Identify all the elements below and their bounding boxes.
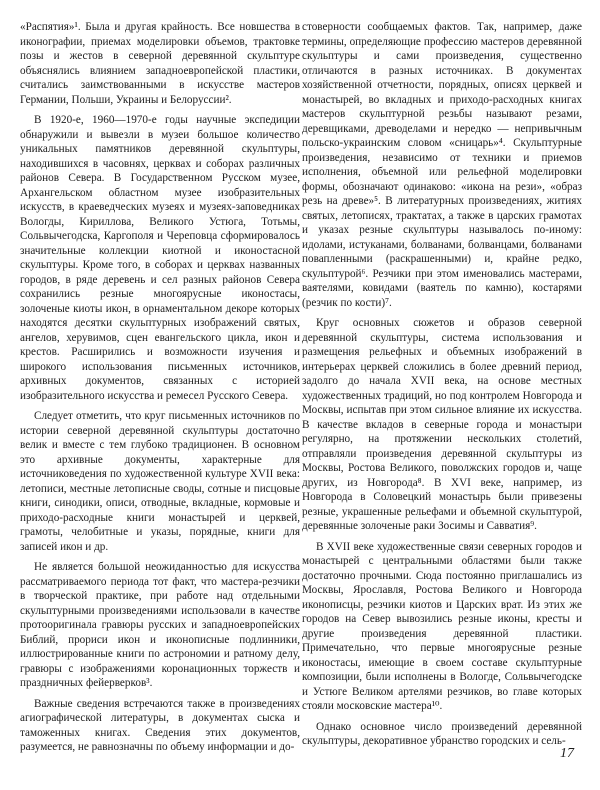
- paragraph-5: Важные сведения встречаются также в произведениях агиографической литературы, в документах сыска и таможенных книгах. Сведения этих документов, разумеется, не равнозначны по объему информации и до-: [20, 697, 300, 753]
- paragraph-7: Круг основных сюжетов и образов северной деревянной скульптуры, система использования и размещения рельефных и объемных изображений в интерьерах церквей сложились в более древний период, задолго до начала XVII века, на основе местных художественных традиций, но под контролем Новгорода и Москвы, испытав при этом сильное влияние их искусства. В качестве вкладов в северные города и монастыри регулярно, на протяжении нескольких столетий, отправляли произведения деревянной скульптуры из Москвы, Ростова Великого, поволжских городов и, чаще других, из Новгорода⁸. В XVI веке, например, из Новгорода в Соловецкий монастырь были привезены резные, украшенные рельефами и объемной скульптурой, деревянные золоченые раки Зосимы и Савватия⁹.: [302, 317, 582, 532]
- paragraph-3: Следует отметить, что круг письменных источников по истории северной деревянной скульптуры достаточно велик и вместе с тем глубоко традиционен. В основном это архивные документы, характерные для источниковедения по художественной культуре XVII века: летописи, местные летописные своды, сотные и писцовые книги, синодики, описи, отводные, вкладные, кормовые и приходо-расходные книги монастырей и церквей, грамоты, челобитные и указы, порядные, книги для записей икон и др.: [20, 410, 300, 553]
- paragraph-2: В 1920-е, 1960—1970-е годы научные экспедиции обнаружили и вывезли в музеи большое количество уникальных памятников деревянной скульптуры, находившихся в часовнях, церквах и соборах различных районов Севера. В Государственном Русском музее, Архангельском областном музее изобразительных искусств, в краеведческих музеях и музеях-заповедниках Вологды, Кириллова, Великого Устюга, Тотьмы, Сольвычегодска, Каргополя и Череповца сформировалось значительные коллекции киотной и иконостасной скульптуры. Кроме того, в соборах и церквах названных городов, в ряде деревень и сел разных районов Севера сохранились резные многоярусные иконостасы, золоченые киоты икон, в орнаментальном декоре которых находятся десятки скульптурных изображений святых, ангелов, херувимов, сцен евангельского цикла, икон и крестов. Расширились и возможности изучения и широкого использования письменных источников, архивных документов, связанных с историей изобразительного искусства и ремесел Русского Севера.: [20, 114, 300, 402]
- paragraph-1: «Распятия»¹. Была и другая крайность. Все новшества в иконографии, приемах моделировки объемов, трактовке позы и жестов в северной деревянной скульптуре объяснялись влиянием западноевропейской пластики, считались заимствованными в искусстве мастеров Германии, Польши, Украины и Белоруссии².: [20, 21, 300, 106]
- right-text-column: [302, 20, 582, 755]
- paragraph-9: Однако основное число произведений деревянной скульптуры, декоративное убранство городских и сель-: [302, 720, 582, 747]
- page-number: 17: [560, 746, 574, 761]
- paragraph-6: стоверности сообщаемых фактов. Так, например, даже термины, определяющие профессию мастеров деревянной скульптуры и сами произведения, существенно отличаются в разных источниках. В документах хозяйственной отчетности, порядных, описях церквей и монастырей, во вкладных и приходо-расходных книгах мастеров скульптурной резьбы называют резами, деревщиками, древоделами и нередко — непривычным польско-украинским словом «сницарь»⁴. Скульптурные произведения, независимо от техники и приемов исполнения, объемной или рельефной моделировки формы, обозначают одинаково: «икона на рези», «образ резь на древе»⁵. В литературных произведениях, житиях святых, летописях, трактатах, а также в царских грамотах и указах резные скульптуры называлось по-иному: идолами, истуканами, болванами, болванцами, болванами повапленными (раскрашенными) и, крайне редко, скульптурой⁶. Резчики при этом именовались мастерами, ваятелями, ковидами (ваятель по камню), костарями (резчик по кости)⁷.: [302, 21, 582, 309]
- left-text-column: [20, 20, 300, 761]
- paragraph-4: Не является большой неожиданностью для искусства рассматриваемого периода тот факт, что мастера-резчики в творческой практике, при работе над отдельными скульптурными произведениями использовали в качестве протооригинала гравюры русских и западноевропейских Библий, прориси икон и иконописные подлинники, иллюстрированные книги по астрономии и ратному делу, гравюры с изображениями коронационных торжеств и праздничных фейерверков³.: [20, 561, 300, 689]
- paragraph-8: В XVII веке художественные связи северных городов и монастырей с центральными областями были также достаточно прочными. Сюда постоянно приглашались из Москвы, Ярославля, Ростова Великого и Новгорода иконописцы, резчики киотов и Царских врат. Из этих же городов на Север вывозились резные иконы, кресты и другие произведения деревянной пластики. Примечательно, что первые многоярусные резные иконостасы, имеющие в своем составе скульптурные композиции, были исполнены в Вологде, Сольвычегодске и Устюге Великом артелями резчиков, во главе которых стояли московские мастера¹⁰.: [302, 540, 582, 712]
